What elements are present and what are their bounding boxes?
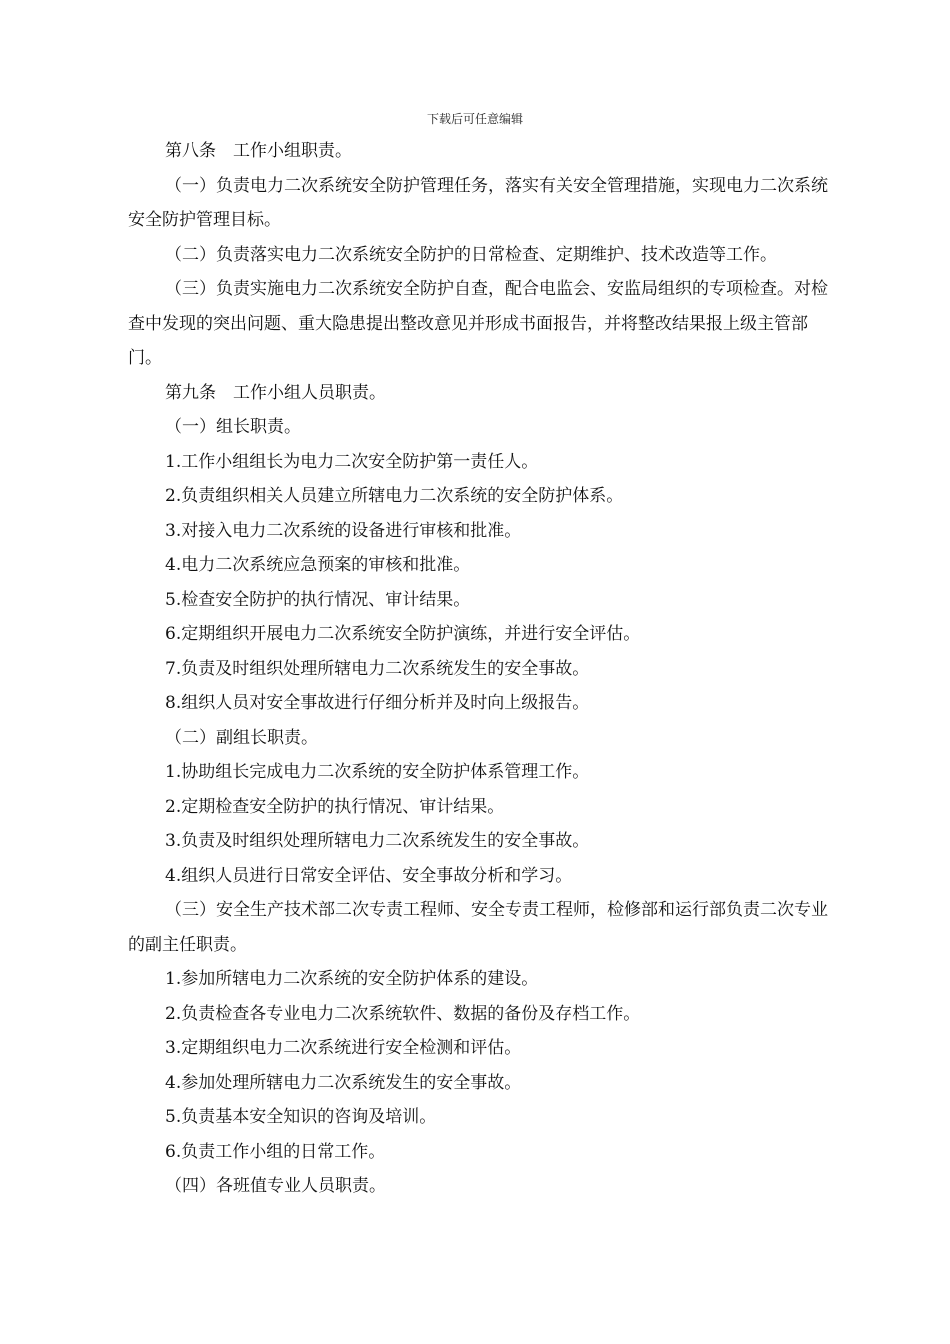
section-heading: （一）组长职责。 — [165, 417, 301, 437]
list-item: 1.工作小组组长为电力二次安全防护第一责任人。 — [165, 451, 539, 472]
list-item: 1.协助组长完成电力二次系统的安全防护体系管理工作。 — [165, 762, 590, 782]
list-item: 7.负责及时组织处理所辖电力二次系统发生的安全事故。 — [165, 658, 590, 679]
list-item: 5.负责基本安全知识的咨询及培训。 — [165, 1107, 437, 1127]
list-item: 2.定期检查安全防护的执行情况、审计结果。 — [165, 796, 505, 817]
list-item: 8.组织人员对安全事故进行仔细分析并及时向上级报告。 — [165, 693, 590, 713]
paragraph: （一）负责电力二次系统安全防护管理任务，落实有关安全管理措施，实现电力二次系统安全防护管理目标。 — [128, 175, 828, 230]
list-item: 1.参加所辖电力二次系统的安全防护体系的建设。 — [165, 969, 539, 989]
list-item: 2.负责组织相关人员建立所辖电力二次系统的安全防护体系。 — [165, 486, 624, 506]
list-item: 6.负责工作小组的日常工作。 — [165, 1141, 386, 1162]
paragraph: （三）负责实施电力二次系统安全防护自查，配合电监会、安监局组织的专项检查。对检查中发现的突出问题、重大隐患提出整改意见并形成书面报告，并将整改结果报上级主管部门。 — [128, 279, 828, 368]
article-9-heading: 第九条 工作小组人员职责。 — [165, 382, 386, 403]
list-item: 3.定期组织电力二次系统进行安全检测和评估。 — [165, 1038, 522, 1058]
list-item: 5.检查安全防护的执行情况、审计结果。 — [165, 589, 471, 610]
list-item: 2.负责检查各专业电力二次系统软件、数据的备份及存档工作。 — [165, 1003, 641, 1024]
page-header: 下载后可任意编辑 — [426, 112, 523, 126]
section-heading: （四）各班值专业人员职责。 — [165, 1176, 386, 1196]
list-item: 4.电力二次系统应急预案的审核和批准。 — [165, 555, 471, 575]
section-heading: （二）副组长职责。 — [165, 727, 318, 748]
section-heading: （三）安全生产技术部二次专责工程师、安全专责工程师，检修部和运行部负责二次专业的副主任职责。 — [128, 900, 828, 955]
list-item: 4.参加处理所辖电力二次系统发生的安全事故。 — [165, 1072, 522, 1093]
list-item: 3.对接入电力二次系统的设备进行审核和批准。 — [165, 520, 522, 541]
list-item: 6.定期组织开展电力二次系统安全防护演练，并进行安全评估。 — [165, 624, 641, 644]
paragraph: （二）负责落实电力二次系统安全防护的日常检查、定期维护、技术改造等工作。 — [165, 244, 777, 265]
list-item: 4.组织人员进行日常安全评估、安全事故分析和学习。 — [165, 865, 573, 886]
list-item: 3.负责及时组织处理所辖电力二次系统发生的安全事故。 — [165, 831, 590, 851]
article-8-heading: 第八条 工作小组职责。 — [165, 141, 352, 161]
document-body — [128, 134, 840, 1204]
